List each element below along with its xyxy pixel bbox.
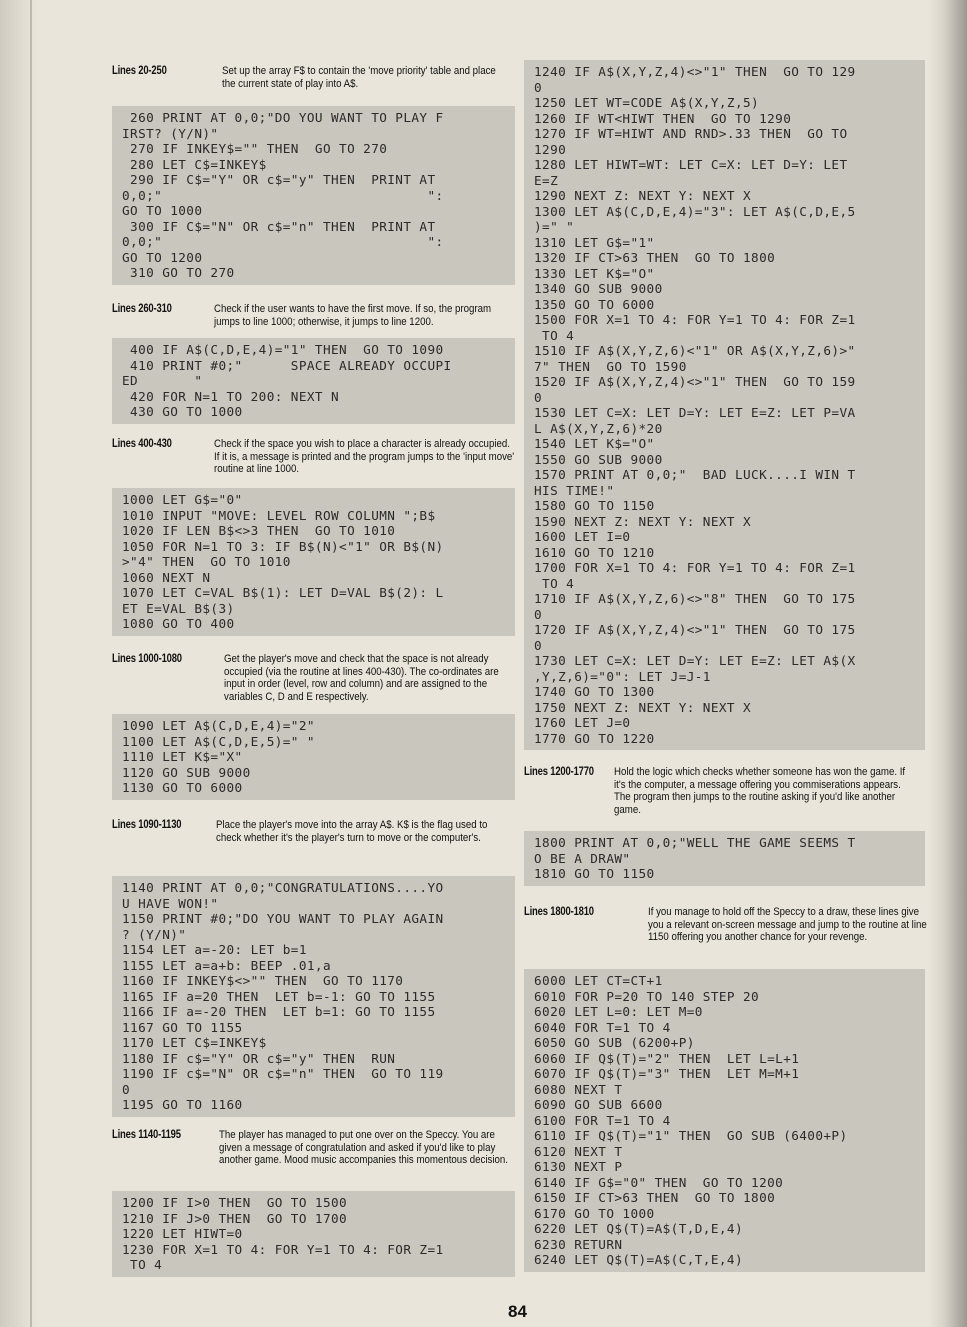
code-line: 1500 FOR X=1 TO 4: FOR Y=1 TO 4: FOR Z=1 <box>534 312 856 327</box>
code-line: 1190 IF c$="N" OR c$="n" THEN GO TO 119 <box>122 1066 444 1081</box>
code-line: 410 PRINT #0;" SPACE ALREADY OCCUPI <box>122 357 452 373</box>
code-line: 1010 INPUT "MOVE: LEVEL ROW COLUMN ";B$ <box>122 507 436 523</box>
code-line: 1290 <box>534 141 567 157</box>
code-line: 6070 IF Q$(T)="3" THEN LET M=M+1 <box>534 1066 800 1081</box>
code-line: U HAVE WON!" <box>122 895 219 911</box>
code-line: TO 4 <box>122 1257 163 1272</box>
code-line: 1320 IF CT>63 THEN GO TO 1800 <box>534 250 776 265</box>
code-line: 1330 LET K$="O" <box>534 265 655 281</box>
code-line: 270 IF INKEY$="" THEN GO TO 270 <box>122 141 388 156</box>
code-line: 6120 NEXT T <box>534 1143 623 1159</box>
code-line: 1167 GO TO 1155 <box>122 1019 243 1035</box>
code-line: 6140 IF G$="0" THEN GO TO 1200 <box>534 1174 784 1190</box>
note-label: Lines 1090-1130 <box>112 819 182 831</box>
code-line: 1310 LET G$="1" <box>534 234 655 250</box>
code-line: 1290 NEXT Z: NEXT Y: NEXT X <box>534 188 752 203</box>
note-label: Lines 20-250 <box>112 65 167 77</box>
code-line: 1710 IF A$(X,Y,Z,6)<>"8" THEN GO TO 175 <box>534 591 856 606</box>
code-line: TO 4 <box>534 575 575 591</box>
code-line: 1100 LET A$(C,D,E,5)=" " <box>122 733 315 749</box>
code-line: 1270 IF WT=HIWT AND RND>.33 THEN GO TO <box>534 126 848 141</box>
code-line: 1590 NEXT Z: NEXT Y: NEXT X <box>534 513 752 529</box>
note-label: Lines 1200-1770 <box>524 766 594 778</box>
code-block-6000 <box>524 969 925 1272</box>
note-text: If you manage to hold off the Speccy to a draw, these lines give you a relevant on-screen message and jump to the routine at line 1150 offering you another chance for your revenge. <box>648 906 927 943</box>
note-text: Hold the logic which checks whether someone has won the game. If it's the computer, a message offering you commiserations appears. The program then jumps to the routine asking if you'd like another game. <box>614 766 906 816</box>
code-line: ET E=VAL B$(3) <box>122 600 235 616</box>
code-line: 1340 GO SUB 9000 <box>534 281 663 296</box>
code-line: 420 FOR N=1 TO 200: NEXT N <box>122 388 340 404</box>
code-line: 300 IF C$="N" OR c$="n" THEN PRINT AT <box>122 218 436 234</box>
note-text: The player has managed to put one over on the Speccy. You are given a message of congratulation and asked if you'd like to play another game. Mood music accompanies this momentous decision. <box>219 1129 508 1166</box>
code-line: 400 IF A$(C,D,E,4)="1" THEN GO TO 1090 <box>122 342 444 357</box>
code-line: 0 <box>534 79 543 95</box>
code-line: GO TO 1000 <box>122 203 203 218</box>
code-line: O BE A DRAW" <box>534 850 631 866</box>
code-line: 1550 GO SUB 9000 <box>534 451 663 467</box>
code-line: E=Z <box>534 172 559 188</box>
code-line: 1080 GO TO 400 <box>122 616 235 631</box>
code-line: 6240 LET Q$(T)=A$(C,T,E,4) <box>534 1252 744 1267</box>
code-line: 1260 IF WT<HIWT THEN GO TO 1290 <box>534 110 792 126</box>
page-edge <box>30 0 32 1327</box>
note-label: Lines 260-310 <box>112 303 172 315</box>
code-line: 1530 LET C=X: LET D=Y: LET E=Z: LET P=VA <box>534 405 856 420</box>
code-line: 1090 LET A$(C,D,E,4)="2" <box>122 718 315 733</box>
code-line: 1700 FOR X=1 TO 4: FOR Y=1 TO 4: FOR Z=1 <box>534 560 856 575</box>
code-line: 1220 LET HIWT=0 <box>122 1226 243 1241</box>
code-line: 6130 NEXT P <box>534 1159 623 1174</box>
code-line: 6170 GO TO 1000 <box>534 1205 655 1221</box>
code-line: 1060 NEXT N <box>122 569 211 585</box>
note-label: Lines 1800-1810 <box>524 906 594 918</box>
code-line: TO 4 <box>534 327 575 343</box>
note-label: Lines 400-430 <box>112 438 172 450</box>
code-line: HIS TIME!" <box>534 482 615 498</box>
code-line: 1250 LET WT=CODE A$(X,Y,Z,5) <box>534 95 760 110</box>
code-line: L A$(X,Y,Z,6)*20 <box>534 420 663 436</box>
code-block-1200 <box>112 1191 515 1277</box>
code-line: 6050 GO SUB (6200+P) <box>534 1035 695 1050</box>
code-line: 1770 GO TO 1220 <box>534 730 655 746</box>
code-line: 6110 IF Q$(T)="1" THEN GO SUB (6400+P) <box>534 1128 848 1143</box>
code-line: 0,0;" ": <box>122 187 444 203</box>
note-label: Lines 1000-1080 <box>112 653 182 665</box>
code-line: 1520 IF A$(X,Y,Z,4)<>"1" THEN GO TO 159 <box>534 374 856 389</box>
code-line: 1160 IF INKEY$<>"" THEN GO TO 1170 <box>122 973 404 988</box>
code-line: 1070 LET C=VAL B$(1): LET D=VAL B$(2): L <box>122 585 444 600</box>
note-text: Place the player's move into the array A$. K$ is the flag used to check whether it's the player's turn to move or the computer's. <box>216 819 488 844</box>
code-line: 1510 IF A$(X,Y,Z,6)<"1" OR A$(X,Y,Z,6)>" <box>534 343 856 358</box>
code-block-260 <box>112 106 515 285</box>
right-page-shadow <box>929 0 967 1327</box>
code-block-1000 <box>112 488 515 636</box>
code-line: 1170 LET C$=INKEY$ <box>122 1035 267 1050</box>
code-block-400 <box>112 338 515 424</box>
code-line: 1600 LET I=0 <box>534 529 631 544</box>
code-line: 1350 GO TO 6000 <box>534 296 655 312</box>
code-line: 1800 PRINT AT 0,0;"WELL THE GAME SEEMS T <box>534 835 856 850</box>
code-line: 1240 IF A$(X,Y,Z,4)<>"1" THEN GO TO 129 <box>534 64 856 79</box>
code-line: 1750 NEXT Z: NEXT Y: NEXT X <box>534 699 752 715</box>
code-line: 6020 LET L=0: LET M=0 <box>534 1004 703 1019</box>
code-line: 6150 IF CT>63 THEN GO TO 1800 <box>534 1190 776 1205</box>
code-block-1240 <box>524 60 925 750</box>
code-line: 6220 LET Q$(T)=A$(T,D,E,4) <box>534 1221 744 1236</box>
code-line: 6060 IF Q$(T)="2" THEN LET L=L+1 <box>534 1050 800 1066</box>
code-line: 7" THEN GO TO 1590 <box>534 358 687 374</box>
code-line: 6000 LET CT=CT+1 <box>534 973 663 988</box>
note-text: Check if the space you wish to place a character is already occupied. If it is, a message is printed and the program jumps to the 'input move' routine at line 1000. <box>214 438 515 475</box>
code-line: 1000 LET G$="0" <box>122 492 243 507</box>
code-line: 0 <box>534 389 543 405</box>
code-line: 1154 LET a=-20: LET b=1 <box>122 942 307 957</box>
code-block-1140 <box>112 876 515 1117</box>
code-line: 1195 GO TO 1160 <box>122 1097 243 1112</box>
code-line: 1020 IF LEN B$<>3 THEN GO TO 1010 <box>122 523 396 538</box>
code-line: 0,0;" ": <box>122 234 444 249</box>
code-line: 6090 GO SUB 6600 <box>534 1097 663 1112</box>
code-line: 1050 FOR N=1 TO 3: IF B$(N)<"1" OR B$(N) <box>122 538 444 554</box>
code-line: 1730 LET C=X: LET D=Y: LET E=Z: LET A$(X <box>534 653 856 668</box>
code-line: 1165 IF a=20 THEN LET b=-1: GO TO 1155 <box>122 988 436 1004</box>
code-line: 1180 IF c$="Y" OR c$="y" THEN RUN <box>122 1050 396 1066</box>
code-line: IRST? (Y/N)" <box>122 125 219 141</box>
code-line: 6080 NEXT T <box>534 1081 623 1097</box>
code-line: 310 GO TO 270 <box>122 265 235 280</box>
code-line: 6010 FOR P=20 TO 140 STEP 20 <box>534 988 760 1004</box>
code-line: 6230 RETURN <box>534 1236 623 1252</box>
code-line: 1155 LET a=a+b: BEEP .01,a <box>122 957 332 973</box>
code-block-1800 <box>524 831 925 886</box>
page-number: 84 <box>508 1302 527 1321</box>
code-line: 1130 GO TO 6000 <box>122 780 243 795</box>
note-text: Set up the array F$ to contain the 'move priority' table and place the current state of play into A$. <box>222 65 496 90</box>
note-text: Check if the user wants to have the first move. If so, the program jumps to line 1000; otherwise, it jumps to line 1200. <box>214 303 492 328</box>
code-line: 1580 GO TO 1150 <box>534 498 655 513</box>
code-line: 6040 FOR T=1 TO 4 <box>534 1019 671 1035</box>
code-line: 1280 LET HIWT=WT: LET C=X: LET D=Y: LET <box>534 157 848 172</box>
code-line: 1140 PRINT AT 0,0;"CONGRATULATIONS....YO <box>122 880 444 895</box>
code-line: 1210 IF J>0 THEN GO TO 1700 <box>122 1210 348 1226</box>
code-line: 1150 PRINT #0;"DO YOU WANT TO PLAY AGAIN <box>122 911 444 926</box>
code-line: 0 <box>534 606 543 622</box>
code-line: ? (Y/N)" <box>122 926 187 942</box>
code-line: 0 <box>122 1081 131 1097</box>
code-line: 1720 IF A$(X,Y,Z,4)<>"1" THEN GO TO 175 <box>534 622 856 637</box>
code-line: 430 GO TO 1000 <box>122 404 243 419</box>
code-line: 1740 GO TO 1300 <box>534 684 655 699</box>
code-line: >"4" THEN GO TO 1010 <box>122 554 291 569</box>
code-line: 1200 IF I>0 THEN GO TO 1500 <box>122 1195 348 1210</box>
code-line: 1810 GO TO 1150 <box>534 866 655 881</box>
code-line: 280 LET C$=INKEY$ <box>122 156 267 172</box>
code-line: 0 <box>534 637 543 653</box>
code-line: 1570 PRINT AT 0,0;" BAD LUCK....I WIN T <box>534 467 856 482</box>
code-line: ED " <box>122 373 203 388</box>
code-line: 290 IF C$="Y" OR c$="y" THEN PRINT AT <box>122 172 436 187</box>
code-line: 1166 IF a=-20 THEN LET b=1: GO TO 1155 <box>122 1004 436 1019</box>
code-line: 1110 LET K$="X" <box>122 749 243 764</box>
code-line: 1760 LET J=0 <box>534 715 631 730</box>
code-line: GO TO 1200 <box>122 249 203 265</box>
note-label: Lines 1140-1195 <box>112 1129 181 1141</box>
code-line: 1540 LET K$="O" <box>534 436 655 451</box>
binding-shadow <box>0 0 40 1327</box>
code-block-1090 <box>112 714 515 800</box>
code-line: ,Y,Z,6)="0": LET J=J-1 <box>534 668 711 684</box>
code-line: 260 PRINT AT 0,0;"DO YOU WANT TO PLAY F <box>122 110 444 125</box>
code-line: )=" " <box>534 219 575 234</box>
code-line: 1230 FOR X=1 TO 4: FOR Y=1 TO 4: FOR Z=1 <box>122 1241 444 1257</box>
code-line: 1610 GO TO 1210 <box>534 544 655 560</box>
note-text: Get the player's move and check that the space is not already occupied (via the routine at lines 400-430). The co-ordinates are input in order (level, row and column) and are assigned to the variables C, D and E respectively. <box>224 653 499 703</box>
code-line: 1120 GO SUB 9000 <box>122 764 251 780</box>
code-line: 6100 FOR T=1 TO 4 <box>534 1112 671 1128</box>
code-line: 1300 LET A$(C,D,E,4)="3": LET A$(C,D,E,5 <box>534 203 856 219</box>
